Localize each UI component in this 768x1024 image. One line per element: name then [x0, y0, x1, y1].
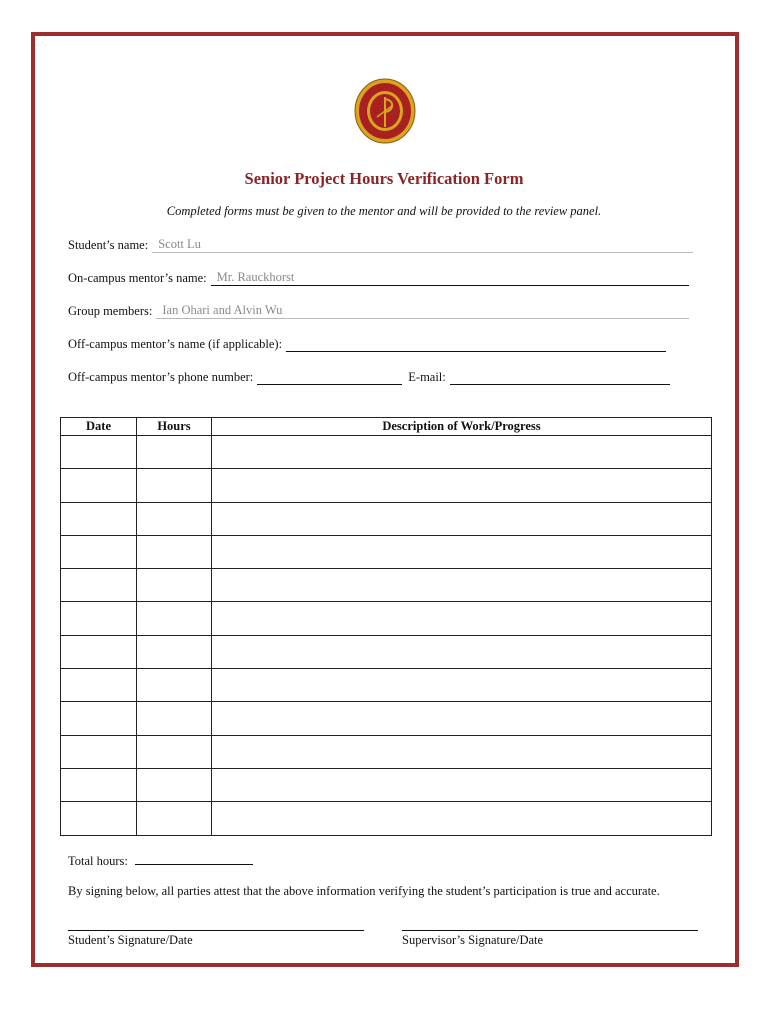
offcampus-mentor-field[interactable]	[286, 337, 666, 352]
description-cell[interactable]	[212, 635, 712, 668]
date-cell[interactable]	[61, 635, 137, 668]
student-name-field[interactable]	[152, 238, 693, 253]
date-cell[interactable]	[61, 502, 137, 535]
date-cell[interactable]	[61, 602, 137, 635]
date-cell[interactable]	[61, 669, 137, 702]
group-members-row	[68, 304, 689, 319]
date-cell[interactable]	[61, 768, 137, 801]
date-cell[interactable]	[61, 469, 137, 502]
school-seal-icon	[351, 77, 419, 145]
table-row	[61, 502, 712, 535]
hours-cell[interactable]	[137, 635, 212, 668]
hours-log-body	[61, 436, 712, 836]
table-row	[61, 768, 712, 801]
student-name-value: Scott Lu	[158, 237, 201, 251]
table-row	[61, 735, 712, 768]
description-cell[interactable]	[212, 602, 712, 635]
offcampus-phone-row	[68, 370, 670, 385]
hours-cell[interactable]	[137, 502, 212, 535]
description-cell[interactable]	[212, 735, 712, 768]
table-header-row	[61, 418, 712, 436]
description-cell[interactable]	[212, 702, 712, 735]
description-cell[interactable]	[212, 502, 712, 535]
description-cell[interactable]	[212, 469, 712, 502]
student-signature-line[interactable]	[68, 930, 364, 931]
hours-cell[interactable]	[137, 569, 212, 602]
hours-column-header: Hours	[137, 418, 212, 436]
table-row	[61, 535, 712, 568]
supervisor-signature-line[interactable]	[402, 930, 698, 931]
hours-cell[interactable]	[137, 735, 212, 768]
offcampus-phone-label: Off-campus mentor’s phone number:	[68, 370, 254, 384]
supervisor-signature-label: Supervisor’s Signature/Date	[402, 933, 544, 947]
description-cell[interactable]	[212, 802, 712, 835]
email-label: E-mail:	[408, 370, 446, 384]
date-cell[interactable]	[61, 569, 137, 602]
student-name-label: Student’s name:	[68, 238, 149, 252]
offcampus-phone-field[interactable]	[257, 370, 402, 385]
offcampus-mentor-label: Off-campus mentor’s name (if applicable):	[68, 337, 283, 351]
oncampus-mentor-field[interactable]	[211, 271, 689, 286]
form-title: Senior Project Hours Verification Form	[244, 169, 524, 188]
oncampus-mentor-value: Mr. Rauckhorst	[216, 270, 295, 284]
table-row	[61, 436, 712, 469]
description-cell[interactable]	[212, 436, 712, 469]
description-cell[interactable]	[212, 569, 712, 602]
table-row	[61, 635, 712, 668]
description-cell[interactable]	[212, 535, 712, 568]
oncampus-mentor-label: On-campus mentor’s name:	[68, 271, 207, 285]
date-cell[interactable]	[61, 735, 137, 768]
table-row	[61, 702, 712, 735]
hours-cell[interactable]	[137, 602, 212, 635]
hours-cell[interactable]	[137, 702, 212, 735]
hours-cell[interactable]	[137, 436, 212, 469]
student-signature-label: Student’s Signature/Date	[68, 933, 193, 947]
description-cell[interactable]	[212, 669, 712, 702]
date-cell[interactable]	[61, 535, 137, 568]
attestation-text: By signing below, all parties attest that the above information verifying the student’s participation is true and accurate.	[68, 884, 660, 898]
student-name-row	[68, 238, 693, 253]
table-row	[61, 802, 712, 835]
hours-cell[interactable]	[137, 802, 212, 835]
table-row	[61, 569, 712, 602]
hours-cell[interactable]	[137, 768, 212, 801]
description-cell[interactable]	[212, 768, 712, 801]
date-column-header: Date	[61, 418, 137, 436]
date-cell[interactable]	[61, 702, 137, 735]
group-members-field[interactable]	[156, 304, 689, 319]
total-hours-row	[68, 852, 253, 869]
form-instructions: Completed forms must be given to the mentor and will be provided to the review panel.	[166, 204, 602, 218]
group-members-value: Ian Ohari and Alvin Wu	[162, 303, 283, 317]
table-row	[61, 602, 712, 635]
table-row	[61, 669, 712, 702]
date-cell[interactable]	[61, 436, 137, 469]
oncampus-mentor-row	[68, 271, 689, 286]
total-hours-field[interactable]	[135, 852, 253, 865]
description-column-header: Description of Work/Progress	[212, 418, 712, 436]
email-field[interactable]	[450, 370, 670, 385]
hours-cell[interactable]	[137, 469, 212, 502]
hours-log-table	[60, 417, 712, 836]
total-hours-label: Total hours:	[68, 854, 128, 868]
date-cell[interactable]	[61, 802, 137, 835]
group-members-label: Group members:	[68, 304, 153, 318]
hours-cell[interactable]	[137, 535, 212, 568]
offcampus-mentor-row	[68, 337, 666, 352]
hours-cell[interactable]	[137, 669, 212, 702]
table-row	[61, 469, 712, 502]
